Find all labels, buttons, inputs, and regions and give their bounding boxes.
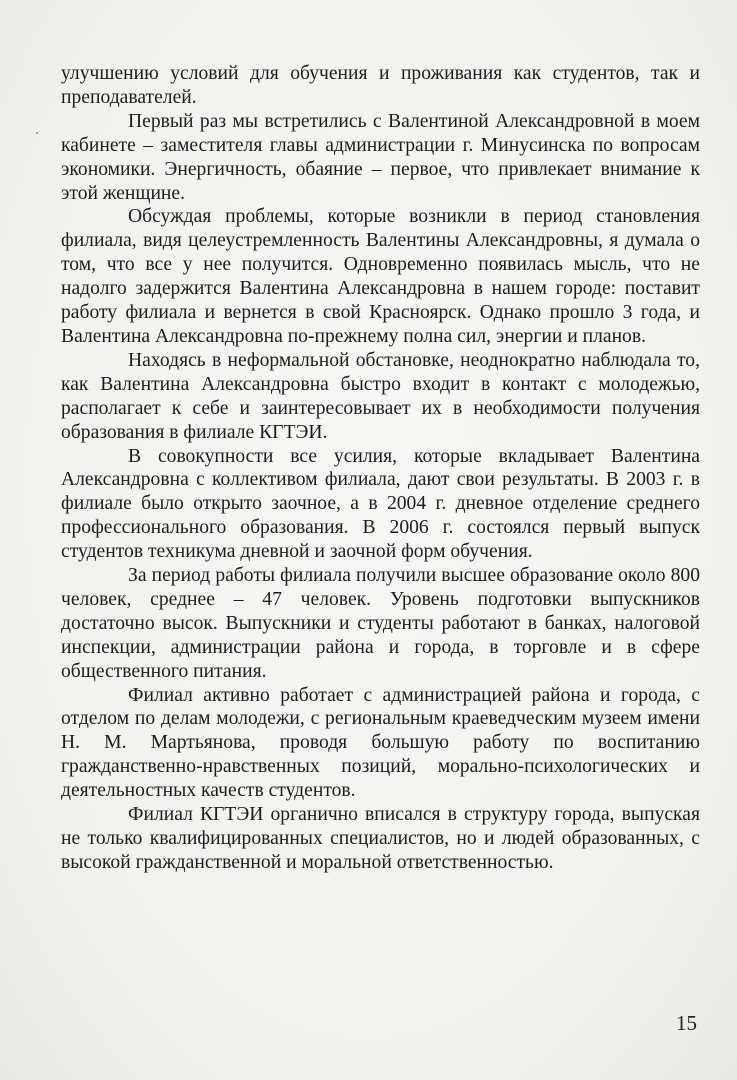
paragraph-2: Первый раз мы встретились с Валентиной Александровной в моем кабинете – заместителя главы администрации г. Минусинска по вопросам экономики. Энергичность, обаяние – первое, что привлекает внимание к этой женщине. — [61, 110, 700, 204]
paragraph-8: Филиал КГТЭИ органично вписался в структуру города, выпуская не только квалифицированных специалистов, но и людей образованных, с высокой гражданственной и моральной ответственностью. — [61, 804, 700, 873]
paragraph-3: Обсуждая проблемы, которые возникли в период становления филиала, видя целеустремленность Валентины Александровны, я думала о том, что все у нее получится. Одновременно появилась мысль, что не надолго задержится Валентина Александровна в нашем городе: поставит работу филиала и вернется в свой Красноярск. Однако прошло 3 года, и Валентина Александровна по-прежнему полна сил, энергии и планов. — [61, 206, 700, 347]
paragraph-5: В совокупности все усилия, которые вкладывает Валентина Александровна с коллективом филиала, дают свои результаты. В 2003 г. в филиале было открыто заочное, а в 2004 г. дневное отделение среднего профессионального образования. В 2006 г. состоялся первый выпуск студентов техникума дневной и заочной форм обучения. — [61, 445, 700, 563]
page-number: 15 — [676, 1011, 697, 1035]
paragraph-6: За период работы филиала получили высшее образование около 800 человек, среднее – 47 человек. Уровень подготовки выпускников достаточно высок. Выпускники и студенты работают в банках, налоговой инспекции, администрации района и города, в торговле и в сфере общественного питания. — [61, 565, 700, 682]
paragraph-7: Филиал активно работает с администрацией района и города, с отделом по делам молодежи, с региональным краеведческим музеем имени Н. М. Мартьянова, проводя большую работу по воспитанию гражданственно-нравственных позиций, морально-психологических и деятельностных качеств студентов. — [61, 684, 700, 802]
scan-speck — [36, 132, 38, 134]
paragraph-1: улучшению условий для обучения и проживания как студентов, так и преподавателей. — [61, 63, 700, 108]
body-text — [61, 62, 700, 875]
paragraph-4: Находясь в неформальной обстановке, неоднократно наблюдала то, как Валентина Александровна быстро входит в контакт с молодежью, располагает к себе и заинтересовывает их в необходимости получения образования в филиале КГТЭИ. — [61, 349, 700, 443]
